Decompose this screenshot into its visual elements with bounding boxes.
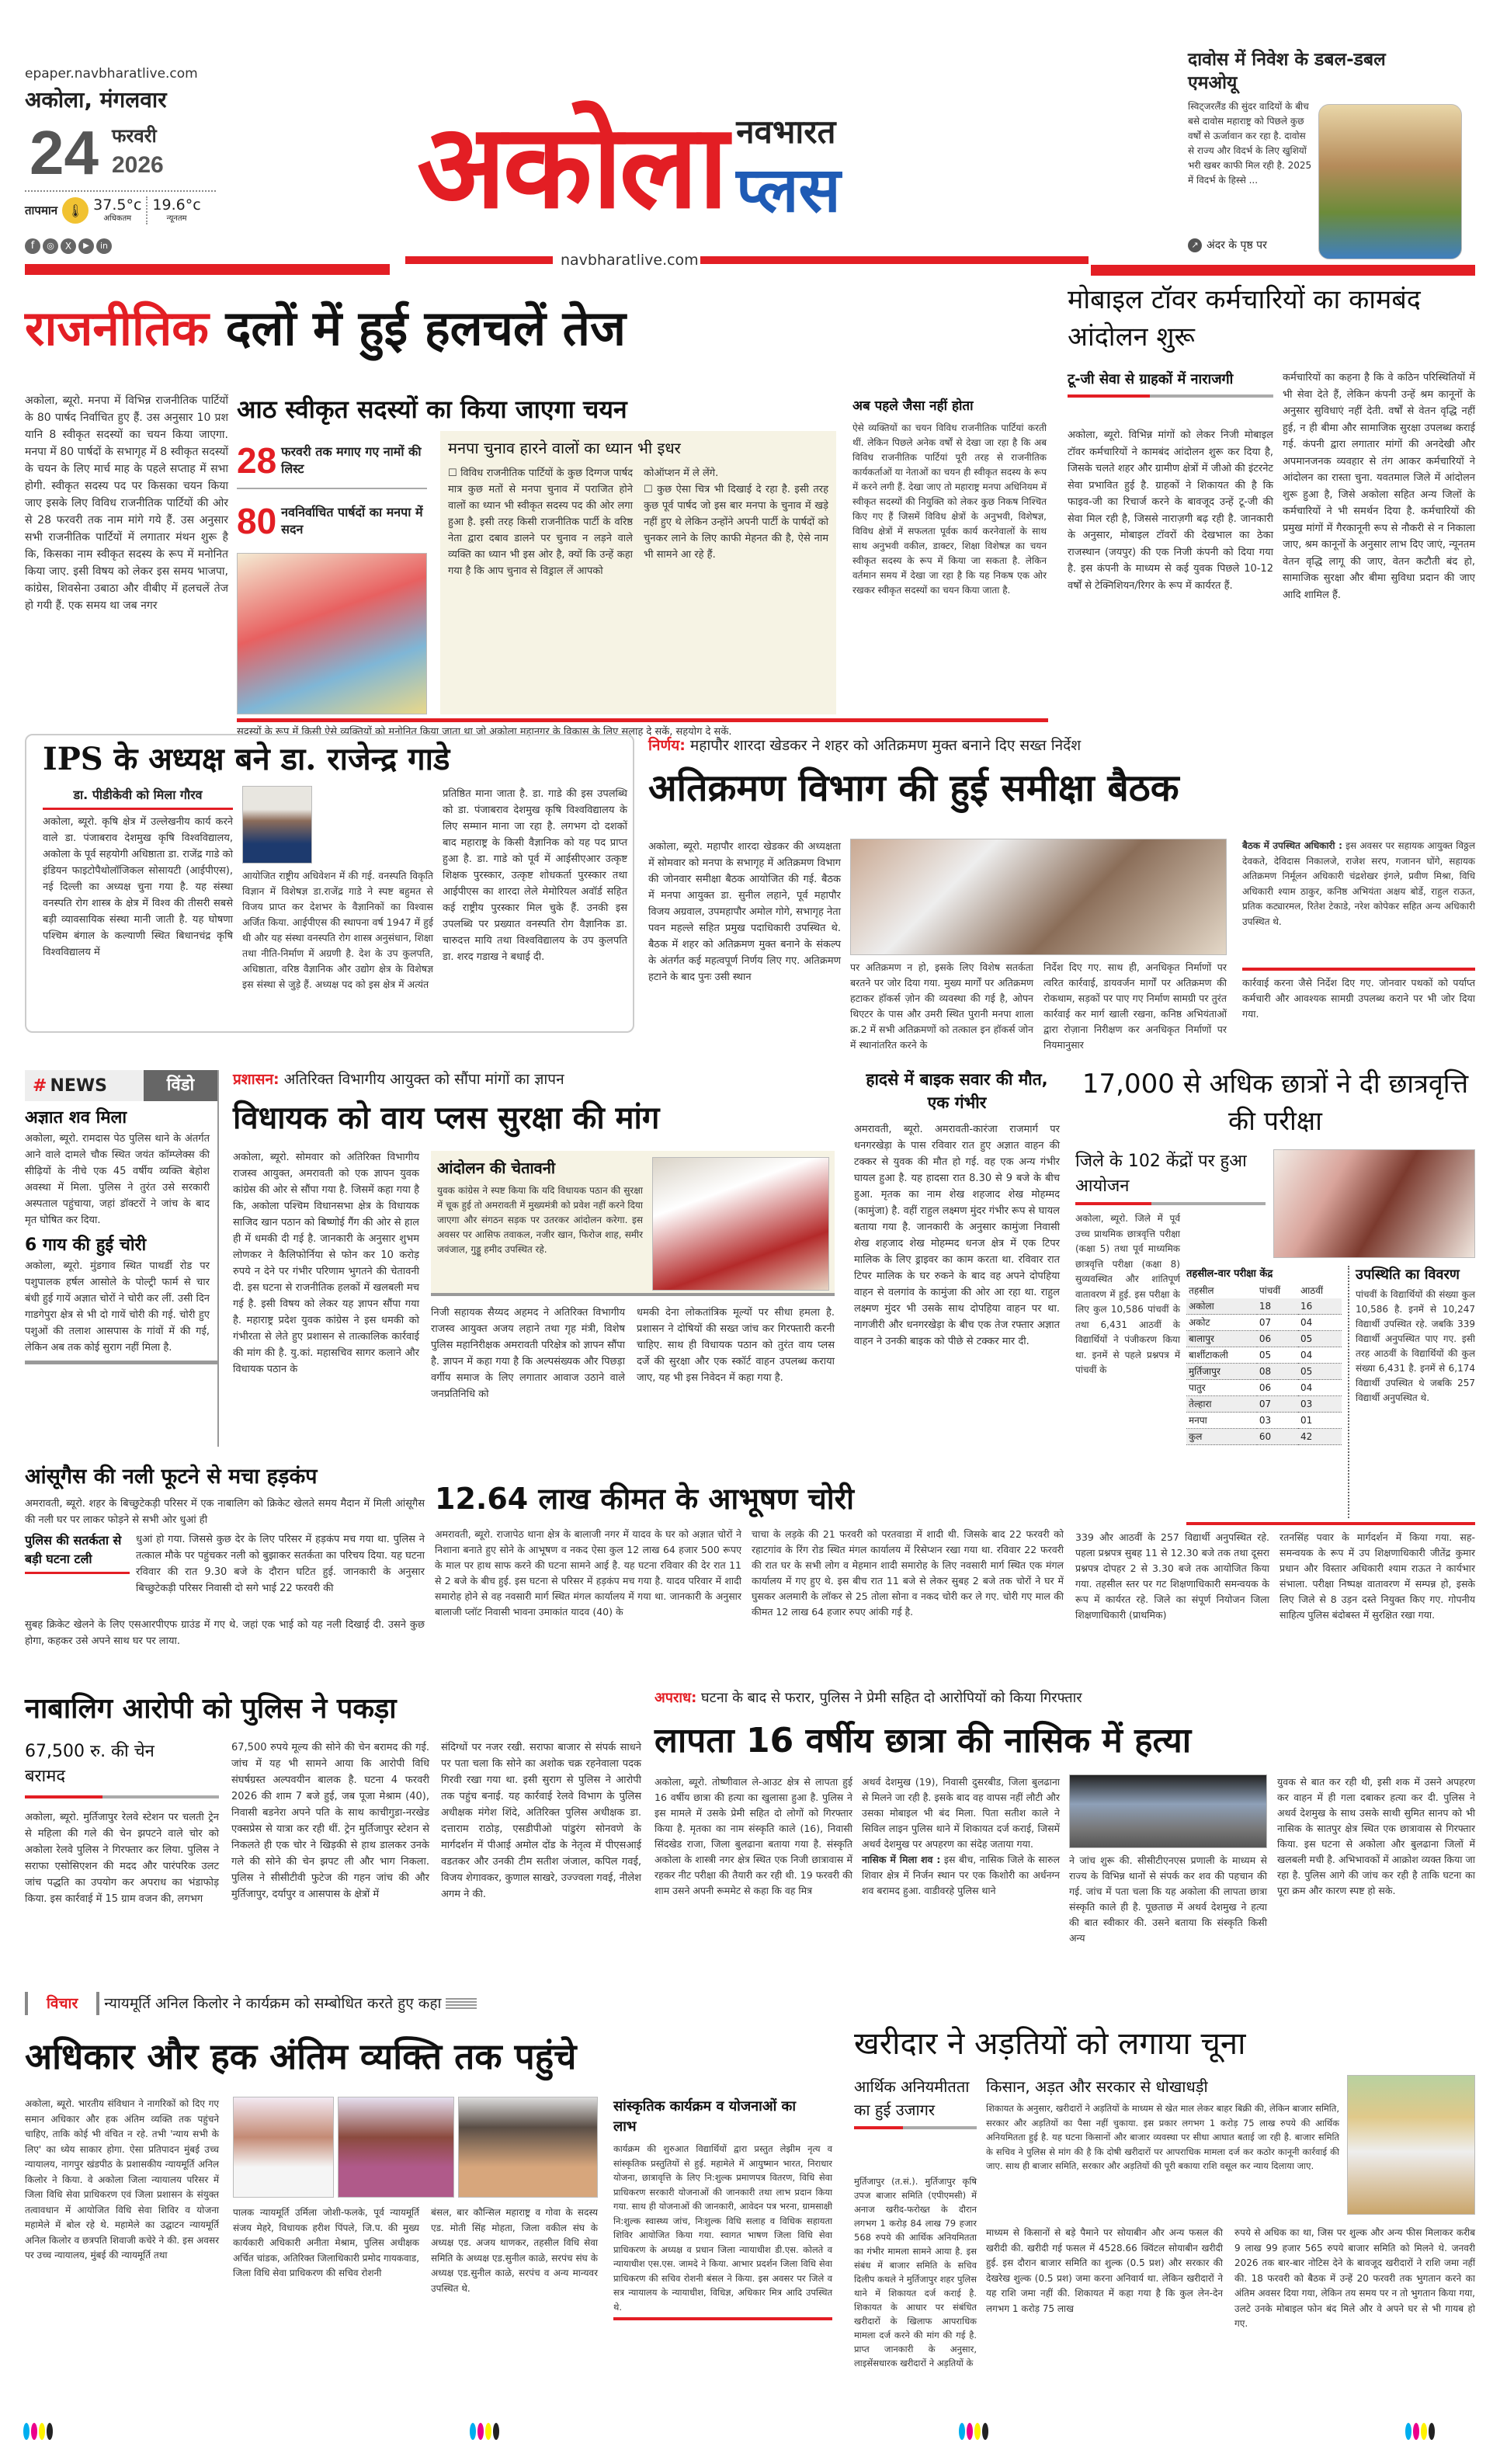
teargas-side: पुलिस की सतर्कता से बड़ी घटना टली	[25, 1531, 130, 1574]
registration-marks-2	[470, 2423, 499, 2440]
epaper-url[interactable]: epaper.navbharatlive.com	[25, 66, 198, 82]
encroach-side-text2: कार्रवाई करना जैसे निर्देश दिए गए. जोनवार पथकों को पर्याप्त कर्मचारी और आवश्यक सामग्री उपलब्ध कराने पर भी जोर दिया गया.	[1242, 977, 1475, 1020]
masthead-left-bar	[25, 264, 390, 275]
mla-kicker: प्रशासन: अतिरिक्त विभागीय आयुक्त को सौंपा मांगों का ज्ञापन	[233, 1071, 564, 1088]
temp-max-label: अधिकतम	[103, 214, 132, 223]
murder-kicker: अपराध: घटना के बाद से फरार, पुलिस ने प्रेमी सहित दो आरोपियों को किया गिरफ्तार	[655, 1690, 1082, 1706]
temperature	[25, 196, 201, 224]
facebook-icon[interactable]: f	[25, 238, 40, 254]
ips-subhead: डा. पीडीकेवी को मिला गौरव	[43, 786, 233, 810]
teaser-image	[1318, 104, 1462, 259]
bullet-icon: ☐	[448, 467, 461, 479]
teaser-box[interactable]	[1188, 48, 1483, 262]
teaser-text: स्विट्जरलैंड की सुंदर वादियों के बीच बसे दावोस महाराष्ट्र को पिछले कुछ वर्षों से ऊर्जावान कर रहा है. दावोस से राज्य और विदर्भ के लिए खुशियों भरी खबर काफी मिल रही है. 2025 में विदर्भ के हिस्से ...	[1188, 101, 1312, 186]
rights-col3: बंसल, बार कौन्सिल महाराष्ट्र व गोवा के सदस्य एड. मोती सिंह मोहता, जिला वकील संघ के अध्यक्ष एड. अजय थाणकर, तहसील विधि सेवा समिति के अध्यक्ष एड.सुनील काळे, सरपंच संघ के अध्यक्ष एड.सुनील काळे, सरपंच व अन्य मान्यवर उपस्थित थे.	[431, 2207, 598, 2294]
decor-lines-icon	[446, 1998, 477, 2009]
table-cell: 42	[1298, 1429, 1342, 1445]
fact-80-text: नवनिर्वाचित पार्षदों का मनपा में सदन	[281, 505, 423, 537]
minor-col2: 67,500 रुपये मूल्य की सोने की चेन बरामद की गई. जांच में यह भी सामने आया कि आरोपी विधि संघर्षग्रस्त अल्पवयीन बालक है. घटना 4 फरवरी 2026 की शाम 7 बजे हुई, जब पूजा मेश्राम (40), निवासी बडनेरा अपने पति के साथ काचीगुडा-नरखेड एक्सप्रेस से यात्रा कर रही थीं. ट्रेन मुर्तिजापुर स्टेशन से निकलते ही एक चोर ने खिड़की से हाथ डालकर उनके गले की सोने की चेन झपट ली और भाग निकला. पुलिस ने सीसीटीवी फुटेज की गहन जांच की और मुर्तिजापुर, दर्यापुर व आसपास के क्षेत्रों में	[231, 1742, 429, 1900]
registration-marks-4	[1405, 2423, 1435, 2440]
logo-main: अकोला	[417, 99, 726, 235]
teargas-lead: अमरावती, ब्यूरो. शहर के बिच्छुटेकड़ी परिसर में एक नाबालिग को क्रिकेट खेलते समय मैदान में मिली आंसूगैस की नली घर पर लाकर फोड़ने से सभी ओर धुआं ही	[25, 1498, 425, 1526]
table-row	[1186, 1315, 1342, 1331]
instagram-icon[interactable]: ◎	[43, 238, 58, 254]
attend-text: पांचवीं के विद्यार्थियों की संख्या कुल 10,586 है. इनमें से 10,247 विद्यार्थी उपस्थित रहे. जबकि 339 विद्यार्थी अनुपस्थित पाए गए. इसी तरह आठवीं के विद्यार्थियों की कुल संख्या 6,431 है. इनमें से 6,174 विद्यार्थी उपस्थित थे जबकि 257 विद्यार्थी अनुपस्थित थे.	[1356, 1289, 1475, 1403]
mla-box-text: युवक कांग्रेस ने स्पष्ट किया कि यदि विधायक पठान की सुरक्षा में चूक हुई तो अमरावती में मुख्यमंत्री को प्रवेश नहीं करने दिया जाएगा और संगठन सड़क पर उतरकर आंदोलन करेगा. इस अवसर पर आसिफ तवाकल, नजीर खान, फिरोज शाह, समीर जवंजाल, गुड्डू हमीद उपस्थित रहे.	[437, 1185, 643, 1255]
teaser-title: दावोस में निवेश के डबल-डबल एमओयू	[1188, 50, 1386, 93]
social-icons	[25, 238, 112, 254]
logo-plus: प्लस	[736, 154, 841, 226]
table-cell: बार्शीटाकली	[1186, 1347, 1257, 1364]
rights-photo-1	[233, 2097, 334, 2198]
col-header: आठवीं	[1300, 1285, 1324, 1296]
trader-col1: मुर्तिजापुर (त.सं.). मुर्तिजापुर कृषि उपज बाजार समिति (एपीएमसी) में अनाज खरीद-फरोख्त के दौरान लगभग 1 करोड़ 84 लाख 79 हजार 568 रुपये की आर्थिक अनियमितता का गंभीर मामला सामने आया है. इस संबंध में बाजार समिति के सचिव दिलीप कथले ने मुर्तिजापुर शहर पुलिस थाने में शिकायत दर्ज कराई है. शिकायत के आधार पर संबंधित खरीदारों के खिलाफ आपराधिक मामला दर्ज करने की मांग की गई है. प्राप्त जानकारी के अनुसार, लाइसेंसधारक खरीदारों ने अड़तियों के	[854, 2176, 977, 2368]
lead-subhead: आठ स्वीकृत सदस्यों का किया जाएगा चयन	[237, 394, 627, 424]
table-cell: पातुर	[1186, 1380, 1257, 1396]
bullet-icon: ☐	[644, 484, 658, 495]
murder-col2: अथर्व देशमुख (19), निवासी दुसरबीड, जिला बुलढाना से मिलने जा रही है. इसके बाद वह वापस नहीं लौटी और उसका मोबाइल भी बंद मिला. पिता सतीश काले ने सिविल लाइन पुलिस थाने में शिकायत दर्ज कराई, जिसमें अथर्व देशमुख पर अपहरण का संदेह जताया गया. नासिक में मिला शव : इस बीच, नासिक जिले के सारुल शिवार क्षेत्र में निर्जन स्थान पर एक किशोरी का अर्धनग्न शव बरामद हुआ. वाडीवरहे पुलिस थाने	[862, 1776, 1060, 1896]
attend-title: उपस्थिति का विवरण	[1356, 1267, 1460, 1283]
table-cell: 05	[1257, 1347, 1298, 1364]
date-month: फरवरी	[112, 125, 157, 147]
news-item2-title: 6 गाय की हुई चोरी	[25, 1235, 147, 1255]
mla-photo	[652, 1157, 829, 1291]
murder-headline: लापता 16 वर्षीय छात्रा की नासिक में हत्या	[655, 1721, 1192, 1760]
tower-subhead: टू-जी सेवा से ग्राहकों में नाराजगी	[1068, 370, 1273, 398]
table-cell: 05	[1298, 1364, 1342, 1380]
table-row	[1186, 1380, 1342, 1396]
teargas-headline: आंसूगैस की नली फूटने से मचा हड़कंप	[25, 1465, 318, 1489]
date-divider	[25, 190, 216, 192]
fact-28-number: 28	[237, 440, 277, 481]
news-item1-text: अकोला, ब्यूरो. रामदास पेठ पुलिस थाने के अंतर्गत आने वाले दामले चौक स्थित जयंत कॉम्प्लेक्स की सीढ़ियों के नीचे एक 45 वर्षीय व्यक्ति बेहोश अवस्था में मिला. पुलिस ने तुरंत उसे सरकारी अस्पताल पहुंचाया, जहां डॉक्टरों ने जांच के बाद मृत घोषित कर दिया.	[25, 1133, 210, 1226]
scholar-subhead: जिले के 102 केंद्रों पर हुआ आयोजन	[1075, 1149, 1266, 1205]
scholar-attend	[1348, 1266, 1475, 1518]
table-row	[1186, 1347, 1342, 1364]
fact-80-number: 80	[237, 501, 277, 541]
temp-min-label: न्यूनतम	[166, 214, 187, 223]
exam-centers-table	[1186, 1283, 1342, 1445]
lead-headline-black: दलों में हुई हलचलें तेज	[225, 300, 627, 356]
masthead-right-bar	[1091, 265, 1475, 276]
teaser-link[interactable]	[1188, 238, 1267, 253]
col-header: तहसील	[1189, 1285, 1214, 1296]
table-cell: 07	[1257, 1396, 1298, 1413]
table-cell: 04	[1298, 1347, 1342, 1364]
arrow-icon: ↗	[1188, 238, 1202, 252]
scholar-photo	[1273, 1149, 1475, 1258]
teargas-body: धुआं हो गया. जिससे कुछ देर के लिए परिसर में हड़कंप मच गया था. पुलिस ने तत्काल मौके पर पहुंचकर नली को बुझाकर सतर्कता का परिचय दिया. यह घटना रविवार की रात 9.30 बजे के दौरान घटित हुई. जानकारी के अनुसार बिच्छुटेकड़ी परिसर निवासी दो सगे भाई 22 फरवरी की	[136, 1534, 425, 1594]
tower-body1: अकोला, ब्यूरो. विभिन्न मांगों को लेकर निजी मोबाइल टॉवर कर्मचारियों ने कामबंद आंदोलन शुरू कर दिया है, जिसके चलते शहर और ग्रामीण क्षेत्रों में जीओ की इंटरनेट सेवा प्रभावित हुई है. ग्राहकों ने शिकायत की है कि फाइव-जी का रिचार्ज करने के बावजूद उन्हें टू-जी की सेवा मिल रही है, जिससे नाराज़गी बढ़ रही है. जानकारी के अनुसार, मोबाइल टॉवरों की देखभाल का ठेका राजस्थान (जयपुर) की एक निजी कंपनी को दिया गया है. इस कंपनी के माध्यम से कई युवक पिछले 10-12 वर्षों से टेक्निशियन/रिगर के रूप में कार्यरत हैं.	[1068, 429, 1273, 592]
table-row	[1186, 1364, 1342, 1380]
registration-marks-1	[23, 2423, 53, 2440]
masthead	[25, 66, 1174, 280]
lead-headline	[25, 295, 1065, 362]
murder-col3: ने जांच शुरू की. सीसीटीएनएस प्रणाली के माध्यम से राज्य के विभिन्न थानों से संपर्क कर शव की पहचान की गई. जांच में पता चला कि यह अकोला की लापता छात्रा संस्कृति काले ही है. पूछताछ में अथर्व देशमुख ने हत्या की बात स्वीकार की. उसने बताया कि संस्कृति किसी अन्य	[1069, 1854, 1267, 1944]
minor-headline: नाबालिग आरोपी को पुलिस ने पकड़ा	[25, 1693, 397, 1725]
encroach-photo	[850, 839, 1227, 955]
trader-subhead: आर्थिक अनियमीतता का हुई उजागर	[854, 2075, 977, 2129]
temp-min: 19.6°c	[152, 196, 201, 214]
temperature-label: तापमान	[25, 203, 58, 217]
logo-navbharat: नवभारत	[736, 113, 836, 151]
news-window	[25, 1070, 219, 1447]
minor-col1: अकोला, ब्यूरो. मुर्तिजापुर रेलवे स्टेशन पर चलती ट्रेन से महिला की गले की चेन झपटने वाले चोर को अकोला रेलवे पुलिस ने गिरफ्तार कर लिया. पुलिस ने सराफा एसोसिएशन की मदद और पारंपरिक उलट जांच पद्धति का उपयोग कर अपराध का भंडाफोड़ किया. इस कार्रवाई में 15 ग्राम वजन की, लगभग	[25, 1812, 219, 1905]
table-cell: तेल्हारा	[1186, 1396, 1257, 1413]
lead-side-text: ऐसे व्यक्तियों का चयन विविध राजनीतिक पार्टियां करती थीं. लेकिन पिछले अनेक वर्षों से देखा जा रहा है कि अब विविध राजनीतिक पार्टियां पूरी तरह से राजनीतिक कार्यकर्ताओं या नेताओं का चयन ही स्वीकृत सदस्य के रूप में करने लगी हैं. देखा जाए तो महाराष्ट्र मनपा अधिनियम में स्वीकृत सदस्यों की नियुक्ति को लेकर कुछ निकष निश्चित किए गए हैं जिसमें विविध क्षेत्रों के अनुभवी, विशेषज्ञ, विविध क्षेत्रों में सफलता पूर्वक कार्य करनेवालों के साथ साथ अनुभवी वकील, डाक्टर, शिक्षा विशेषज्ञ का चयन स्वीकृत सदस्य के रूप में किया जा सकता है. लेकिन वर्तमान समय में देखा जा रहा है कि यह निकष एक ओर रखकर स्वीकृत सदस्यों का चयन किया जाता है.	[852, 422, 1047, 596]
table-row	[1186, 1413, 1342, 1429]
fact-28	[237, 433, 427, 489]
lead-box-p2: कोऑप्शन में ले लेंगे. ☐ कुछ ऐसा चित्र भी दिखाई दे रहा है. इसी तरह कुछ पूर्व पार्षद जो इस बार मनपा के चुनाव में खड़े नहीं हुए थे लेकिन उन्होंने अपनी पार्टी के पार्षदों को चुनकर लाने के लिए काफी मेहनत की है, ऐसे नाम भी सामने आ रहे हैं.	[644, 467, 828, 561]
lead-rule	[237, 718, 1048, 722]
news-label: NEWS	[50, 1076, 107, 1096]
tower-headline: मोबाइल टॉवर कर्मचारियों का कामबंद आंदोलन शुरू	[1068, 284, 1421, 353]
accident-headline: हादसे में बाइक सवार की मौत, एक गंभीर	[866, 1070, 1048, 1112]
encroach-side-rule	[1242, 968, 1475, 971]
lead-bottom: सदस्यों के रूप में किसी ऐसे व्यक्तियों को मनोनित किया जाता था जो अकोला महानगर के विकास के लिए सलाह दे सकें, सहयोग दे सकें.	[237, 726, 732, 738]
table-cell: 05	[1298, 1331, 1342, 1347]
table-cell: 03	[1257, 1413, 1298, 1429]
murder-photo	[1069, 1774, 1267, 1848]
jewel-col2: चाचा के लड़के की 21 फरवरी को परतवाडा में शादी थी. जिसके बाद 22 फरवरी को रहाटगांव के रिंग रोड स्थित मंगल कार्यालय में रिसेप्शन रखा गया था. रविवार 22 फरवरी की रात घर के सभी लोग व मेहमान शादी समारोह के लिए नवसारी मार्ग स्थित एक मंगल कार्यालय में गए हुए थे. इस बीच रात 11 बजे से लेकर सुबह 2 बजे तक चोरों ने घर में घुसकर अलमारी के लॉकर से 25 तोला सोना व नकद चोरी कर ले गए. चोरी गए माल की कीमत 12 लाख 64 हजार रुपए आंकी गई है.	[752, 1528, 1064, 1618]
col-header: पांचवीं	[1259, 1285, 1281, 1296]
mla-col2: निजी सहायक सैय्यद अहमद ने अतिरिक्त विभागीय राजस्व आयुक्त अजय लहाने तथा गृह मंत्री, विशेष पुलिस महानिरीक्षक अमरावती परिक्षेत्र को ज्ञापन सौंपा है. ज्ञापन में कहा गया है कि अल्पसंख्यक और पिछड़ा वर्गीय समाज के लिए लगातार आवाज उठाने वाले जनप्रतिनिधि को	[431, 1307, 625, 1400]
trader-headline: खरीदार ने अड़तियों को लगाया चूना	[854, 2026, 1246, 2062]
encroach-col1: अकोला, ब्यूरो. महापौर शारदा खेडकर की अध्यक्षता में सोमवार को मनपा के सभागृह में अतिक्रमण विभाग की जोनवार समीक्षा बैठक आयोजित की गई. बैठक में मनपा आयुक्त डा. सुनील लहाने, पूर्व महापौर विजय अग्रवाल, उपमहापौर अमोल गोगे, सभागृह नेता पवन महल्ले सहित प्रमुख पदाधिकारी उपस्थित थे. बैठक में शहर को अतिक्रमण मुक्त बनाने के संकल्प के अंतर्गत कई महत्वपूर्ण निर्णय लिए गए. अतिक्रमण हटाने के बाद पुनः उसी स्थान	[648, 841, 841, 983]
table-cell: कुल	[1186, 1429, 1257, 1445]
trader-col3: रुपये से अधिक का था, जिस पर शुल्क और अन्य फीस मिलाकर करीब 9 लाख 99 हजार 565 रुपये बाजार समिति को मिलने थे. जनवरी 2026 तक बार-बार नोटिस देने के बावजूद खरीदारों ने राशि जमा नहीं की. 18 फरवरी को बैठक में उन्हें 20 फरवरी तक भुगतान करने का अंतिम अवसर दिया गया, लेकिन तय समय पर न तो भुगतान किया गया, उलटे उनके मोबाइल फोन बंद मिले और वे अपने घर से भी गायब हो गए.	[1234, 2227, 1475, 2329]
lead-side-title: अब पहले जैसा नहीं होता	[852, 398, 974, 414]
teaser-link-label: अंदर के पृष्ठ पर	[1207, 239, 1267, 252]
logo	[417, 66, 841, 245]
rights-caption: पालक न्यायमूर्ति उर्मिला जोशी-फलके, पूर्व न्यायमूर्ति संजय मेहरे, विधायक हरीश पिंपले, जि.प. की मुख्य कार्यकारी अधिकारी अनीता मेश्राम, पुलिस अधीक्षक अर्चित चांडक, अतिरिक्त जिलाधिकारी प्रमोद गायकवाड, जिला विधि सेवा प्राधिकरण की सचिव रोशनी	[233, 2207, 420, 2278]
masthead-mid-bar-left	[405, 256, 553, 264]
date-year: 2026	[112, 152, 164, 178]
trader-box: किसान, अड़त और सरकार से धोखाधड़ी शिकायत के अनुसार, खरीदारों ने अड़तियों के माध्यम से खेत माल लेकर बाहर बिक्री की, लेकिन बाजार समिति, सरकार और अड़तियों का पैसा नहीं चुकाया. इस प्रकार लगभग 1 करोड़ 75 लाख रुपये की आर्थिक अनियमितता हुई है. यह घटना किसानों और बाजार व्यवस्था पर सीधा आघात बताई जा रही है. बाजार समिति के सचिव ने पुलिस से मांग की है कि दोषी खरीदारों पर आपराधिक मामला दर्ज कर कठोर कानूनी कार्रवाई की जाए. साथ ही बाजार समिति, सरकार और अड़तियों की पूरी बकाया राशि वसूल कर न्याय दिलाया जाए.	[986, 2075, 1475, 2219]
minor-subhead: 67,500 रु. की चेन बरामद	[25, 1739, 219, 1798]
tower-body2: कर्मचारियों का कहना है कि वे कठिन परिस्थितियों में भी सेवा देते हैं, लेकिन कंपनी उन्हें श्रम कानूनों के अनुसार सुविधाएं नहीं देती. वर्षों से वेतन वृद्धि नहीं हुई, न ही बीमा और सामाजिक सुरक्षा उपलब्ध कराई गई. कंपनी द्वारा लगातार मांगों की अनदेखी और अपमानजनक व्यवहार से तंग आकर कर्मचारियों ने आंदोलन का रास्ता चुना. यवतमाल जिले में आंदोलन शुरू हुआ है, जिसे अकोला सहित अन्य जिलों के कर्मचारियों ने भी समर्थन दिया है. कर्मचारियों की प्रमुख मांगों में गैरकानूनी रूप से नौकरी से न निकाला जाए, श्रम कानूनों के अनुसार लाभ दिए जाएं, न्यूनतम वेतन वृद्धि लागू की जाए, वेतन कटौती बंद हो, सामाजिक सुरक्षा और बीमा सुविधा प्रदान की जाए आदि शामिल हैं.	[1283, 372, 1475, 601]
encroach-side: बैठक में उपस्थित अधिकारी : इस अवसर पर सहायक आयुक्त विठ्ठल देवकते, देविदास निकालजे, राजेश सरप, गजानन घोंगे, सहायक अतिक्रमण निर्मूलन अधिकारी चंद्रशेखर इंगले, प्रवीण मिश्रा, विधि अधिकारी श्याम ठाकुर, कनिष्ठ अभियंता अक्षय बोर्डे, राहुल राऊत, प्रतिक कट्यारमल, रितेश टेकाडे, नरेश कोपेकर सहित अन्य अधिकारी उपस्थित थे.	[1242, 840, 1475, 927]
news-item1-title: अज्ञात शव मिला	[25, 1108, 127, 1128]
lead-cartoon	[237, 553, 427, 714]
ips-portrait	[242, 786, 312, 864]
trader-col2: माध्यम से किसानों से बड़े पैमाने पर सोयाबीन और अन्य फसल की खरीदी की. खरीदी गई फसल में 4528.66 क्विंटल सोयाबीन खरीदी हुई. इस दौरान बाजार समिति का शुल्क (0.5 प्रश) और सरकार की देखरेख शुल्क (0.5 प्रश) जमा करना अनिवार्य था. लेकिन खरीदारों ने यह राशि जमा नहीं की. शिकायत में कहा गया है कि कुल लेन-देन लगभग 1 करोड़ 75 लाख	[986, 2227, 1223, 2314]
table-cell: मनपा	[1186, 1413, 1257, 1429]
encroach-kicker: निर्णय: महापौर शारदा खेडकर ने शहर को अतिक्रमण मुक्त बनाने दिए सख्त निर्देश	[648, 737, 1082, 754]
scholar-table-title: तहसील-वार परीक्षा केंद्र	[1186, 1268, 1273, 1280]
hash-icon: #	[33, 1076, 47, 1096]
scholar-body3: रतनसिंह पवार के मार्गदर्शन में किया गया. सह-समन्वयक के रूप में उप शिक्षणाधिकारी जीतेंद्र कुमार प्रधान और विस्तार अधिकारी श्याम राऊत ने कार्यभार संभाला. परीक्षा निष्पक्ष वातावरण में सम्पन्न हो, इसके लिए जिले से 8 उड़न दस्ते नियुक्त किए गए. गोपनीय साहित्य पुलिस बंदोबस्त में सुरक्षित रखा गया.	[1280, 1531, 1475, 1621]
table-cell: अकोला	[1186, 1298, 1257, 1315]
encroach-headline: अतिक्रमण विभाग की हुई समीक्षा बैठक	[648, 766, 1179, 810]
mla-col1: अकोला, ब्यूरो. सोमवार को अतिरिक्त विभागीय राजस्व आयुक्त, अमरावती को एक ज्ञापन युवक कांग्रेस की ओर से सौंपा गया है. जिसमें कहा गया है कि, अकोला पश्चिम विधानसभा क्षेत्र के विधायक साजिद खान पठान को बिष्णोई गैंग की ओर से हाल ही में धमकी दी गई है. जानकारी के अनुसार शुभम लोणकर ने कैलिफोर्निया से फोन कर 10 करोड़ रुपये न देने पर गंभीर परिणाम भुगतने की चेतावनी दी. इस घटना से राजनीतिक हलकों में खलबली मच गई है. इसी विषय को लेकर यह ज्ञापन सौंपा गया है. महाराष्ट्र प्रदेश युवक कांग्रेस ने इस धमकी को गंभीरता से लेते हुए प्रशासन से तात्कालिक कार्रवाई की मांग की है. यु.कां. महासचिव सागर कलाने और विधायक पठान के	[233, 1152, 419, 1375]
jewel-col1: अमरावती, ब्यूरो. राजापेठ थाना क्षेत्र के बालाजी नगर में यादव के घर को अज्ञात चोरों ने निशाना बनाते हुए सोने के आभूषण व नकद ऐसा कुल 12 लाख 64 हजार 500 रूपए के माल पर हाथ साफ करने की घटना सामने आई है. यह घटना रविवार की देर रात 11 से 2 बजे के बीच हुई. इस घटना से परिसर में हड़कंप मच गया है. यादव परिवार में शादी समारोह होने से वह नवसारी मार्ग स्थित मंगल कार्यालय में गया था. जानकारी के अनुसार बालाजी प्लॉट निवासी भावना उमाकांत यादव (40) के	[435, 1528, 741, 1618]
date-day: 24	[30, 118, 99, 187]
rights-photo-3	[458, 2097, 598, 2198]
table-cell: 04	[1298, 1315, 1342, 1331]
table-cell: मुर्तिजापुर	[1186, 1364, 1257, 1380]
ips-headline: IPS के अध्यक्ष बने डा. राजेन्द्र गाडे	[43, 741, 450, 777]
table-cell: 06	[1257, 1380, 1298, 1396]
scholar-body2: 339 और आठवीं के 257 विद्यार्थी अनुपस्थित रहे. पहला प्रश्नपत्र सुबह 11 से 12.30 बजे तक तथा दूसरा प्रश्नपत्र दोपहर 2 से 3.30 बजे तक आयोजित किया गया. तहसील स्तर पर गट शिक्षणाधिकारी समन्वयक के रूप में कार्यरत रहे. जिले का संपूर्ण नियोजन जिला शिक्षणाधिकारी (प्राथमिक)	[1075, 1531, 1269, 1621]
jewel-headline: 12.64 लाख कीमत के आभूषण चोरी	[435, 1482, 854, 1516]
lead-body: अकोला, ब्यूरो. मनपा में विभिन्न राजनीतिक पार्टियों के 80 पार्षद निर्वाचित हुए हैं. उस अनुसार 10 प्रश यानि 8 स्वीकृत सदस्यों का चयन किया जाएगा. मनपा में 80 पार्षदों के सभागृह में 8 स्वीकृत सदस्यों के चयन के लिए मार्च माह के पहले सप्ताह में सभा होगी. स्वीकृत सदस्य पद पर किसका चयन किया जाए इसके लिए विविध राजनीतिक पार्टियों की ओर से 28 फरवरी तक नाम मांगे गये हैं. उस अनुसार सभी राजनीतिक पार्टियों में लगातार मंथन शुरू है कि, किसका नाम स्वीकृत सदस्य के रूप में मनोनित किया जाए. इसी विषय को लेकर इस समय भाजपा, कांग्रेस, शिवसेना उबाठा और वीबीए में हलचलें तेज हो गयी हैं. एक समय था जब नगर	[25, 394, 228, 612]
temp-max: 37.5°c	[93, 196, 142, 214]
table-cell: अकोट	[1186, 1315, 1257, 1331]
rights-photo-2	[338, 2097, 454, 2198]
table-cell: बालापुर	[1186, 1331, 1257, 1347]
table-cell: 07	[1257, 1315, 1298, 1331]
trader-photo	[1347, 2075, 1475, 2215]
rights-kicker: विचार न्यायमूर्ति अनिल किलोर ने कार्यक्रम को सम्बोधित करते हुए कहा	[25, 1990, 832, 2017]
fact-80	[237, 494, 427, 548]
linkedin-icon[interactable]: in	[96, 238, 112, 254]
scholar-body: अकोला, ब्यूरो. जिले में पूर्व उच्च प्राथमिक छात्रवृत्ति परीक्षा (कक्षा 5) तथा पूर्व माध्यमिक छात्रवृत्ति परीक्षा (कक्षा 8) सुव्यवस्थित और शांतिपूर्ण वातावरण में हुई. इस परीक्षा के लिए कुल 10,586 पांचवीं के तथा 6,431 आठवीं के विद्यार्थियों ने पंजीकरण किया था. इनमें से पहले प्रश्नपत्र में पांचवीं के	[1075, 1213, 1180, 1375]
table-row	[1186, 1429, 1342, 1445]
table-row	[1186, 1396, 1342, 1413]
rights-side: सांस्कृतिक कार्यक्रम व योजनाओं का लाभ कार्यक्रम की शुरुआत विद्यार्थियों द्वारा प्रस्तुत लेझीम नृत्य व सांस्कृतिक प्रस्तुतियों से हुई. महामेले में आयुष्मान भारत, निराधार योजना, छात्रावृत्ति के लिए नि:शुल्क प्रमाणपत्र वितरण, विधि सेवा प्राधिकरण सरकारी योजनाओं की जानकारी तथा लाभ प्रदान किया गया. साथ ही योजनाओं की जानकारी, आवेदन पत्र भरना, ग्रामसाक्षी नि:शुल्क स्वास्थ्य जांच, निःशुल्क विधि सलाह व विधिक सहायता शिविर आयोजित किया गया. स्वागत भाषण जिला विधि सेवा प्राधिकरण के अध्यक्ष व प्रधान जिला न्यायाधीश डी.एस. कोलते व न्यायाधीश एस.एस. जामदे ने किया. आभार प्रदर्शन जिला विधि सेवा प्राधिकरण की सचिव रोशनी बंसल ने किया. इस अवसर पर जिले व सत्र न्यायालय के न्यायाधीश, विधिज्ञ, अधिकार मित्र आदि उपस्थित थे.	[613, 2097, 832, 2376]
x-icon[interactable]: X	[61, 238, 76, 254]
lead-box-title: मनपा चुनाव हारने वालों का ध्यान भी इधर	[448, 439, 681, 457]
news-window-tag	[25, 1070, 217, 1101]
accident-body: अमरावती, ब्यूरो. अमरावती-कारंजा राजमार्ग पर धनगरखेड़ा के पास रविवार रात हुए अज्ञात वाहन की टक्कर से युवक की मौत हो गई. वह एक अन्य गंभीर घायल हुआ है. यह हादसा रात 8.30 से 9 बजे के बीच हुआ. मृतक का नाम शेख शहजाद शेख मोहम्मद (कामुंजा) है. वहीं राहुल लक्ष्मण मुंदर गंभीर रूप से घायल बताया गया है. जानकारी के अनुसार कामुंजा निवासी शेख शहजाद शेख मोहम्मद धनज क्षेत्र में एक टिपर मालिक के लिए ड्राइवर का काम करता था. रविवार रात टिपर मालिक के घर रुकने के बाद वह अपने दोपहिया वाहन से वलगांव के कामुंजा की ओर आ रहा था. राहुल लक्ष्मण मुंदर भी उसके साथ दोपहिया वाहन पर था. नागजीरी और धनगरखेड़ा के बीच एक तेज रफ्तार अज्ञात वाहन ने उनकी बाइक को पीछे से टक्कर मार दी.	[854, 1124, 1060, 1347]
table-row	[1186, 1331, 1342, 1347]
mla-headline: विधायक को वाय प्लस सुरक्षा की मांग	[233, 1100, 660, 1136]
murder-col4: युवक से बात कर रही थी, इसी शक में उसने अपहरण कर वाहन में ही गला दबाकर हत्या कर दी. पुलिस ने अथर्व देशमुख के साथ उसके साथी सुमित सानप को भी नासिक के सातपुर क्षेत्र स्थित एक छात्रावास से गिरफ्तार किया. इस घटना से अकोला और बुलढाना जिलों में खलबली मची है. अभिभावकों में आक्रोश व्यक्त किया जा रहा है. पुलिस आगे की जांच कर रही है ताकि घटना का पूरा क्रम और कारण स्पष्ट हो सके.	[1277, 1776, 1475, 1896]
table-row	[1186, 1298, 1342, 1315]
teargas-tail: सुबह क्रिकेट खेलने के लिए एसआरपीएफ ग्राउंड में गए थे. जहां एक भाई को यह नली दिखाई दी. उसने कुछ होगा, कहकर उसे अपने साथ घर पर लाया.	[25, 1619, 425, 1647]
lead-box-p1: ☐ विविध राजनीतिक पार्टियों के कुछ दिग्गज पार्षद मात्र कुछ मतों से मनपा चुनाव में पराजित होने वालों का ध्यान भी स्वीकृत सदस्य पद की ओर लगा हुआ है. इसी तरह किसी राजनीतिक पार्टी के वरिष्ठ नेता द्वारा दबाव डालने पर चुनाव न लड़ने वाले व्यक्ति का ध्यान भी इस ओर है, क्यों कि उन्हें कहा गया है कि आप चुनाव से विड्राल लें आपको	[448, 467, 633, 577]
table-cell: 18	[1257, 1298, 1298, 1315]
rights-headline: अधिकार और हक अंतिम व्यक्ति तक पहुंचे	[25, 2035, 577, 2077]
youtube-icon[interactable]: ▶	[78, 238, 94, 254]
mla-col3: धमकी देना लोकतांत्रिक मूल्यों पर सीधा हमला है. प्रशासन ने दोषियों की सख्त जांच कर गिरफ्तारी करनी चाहिए. साथ ही विधायक पठान को तुरंत वाय प्लस दर्जे की सुरक्षा और एक स्कॉर्ट वाहन उपलब्ध कराया जाए, यह भी इस निवेदन में कहा गया है.	[637, 1307, 835, 1384]
lead-headline-red: राजनीतिक	[25, 300, 209, 356]
news-item2-text: अकोला, ब्यूरो. मुंडगाव स्थित पाथर्डी रोड पर पशुपालक हर्षल आसोले के पोल्ट्री फार्म से चार बंधी हुई गायें अज्ञात चोरों ने चोरी कर लीं. उसी दिन गाडगेपुरा क्षेत्र से भी दो गायें चोरी की गई. चोरी हुए पशुओं की तलाश आसपास के गांवों में की गई, लेकिन अब तक कोई सुराग नहीं मिला है.	[25, 1260, 210, 1354]
thermometer-icon: 🌡	[62, 197, 89, 224]
rights-col1: अकोला, ब्यूरो. भारतीय संविधान ने नागरिकों को दिए गए समान अधिकार और हक अंतिम व्यक्ति तक पहुंचने चाहिए, ताकि कोई भी वंचित न रहे. तभी 'न्याय सभी के लिए' का ध्येय साकार होगा. ऐसा प्रतिपादन मुंबई उच्च न्यायालय, नागपुर खंडपीठ के प्रशासकीय न्यायमूर्ति अनिल किलोर ने किया. वे अकोला जिला न्यायालय परिसर में जिला विधि सेवा प्राधिकरण एवं जिला प्रशासन के संयुक्त तत्वावधान में आयोजित विधि सेवा शिविर व योजना महामेले में बोल रहे थे. महामेले का उद्घाटन न्यायमूर्ति अनिल किलोर व छत्रपति शिवाजी कचेरे ने की. इस अवसर पर उच्च न्यायालय, मुंबई की न्यायमूर्ति तथा	[25, 2098, 219, 2261]
encroach-col3: निर्देश दिए गए. साथ ही, अनधिकृत निर्माणों पर त्वरित कार्रवाई, डायवर्जन मार्गों पर अतिक्रमण की रोकथाम, सड़कों पर पाए गए निर्माण सामग्री पर तुरंत कार्रवाई कर मार्ग खाली रखना, कनिष्ठ अभियंताओं द्वारा रोज़ाना निरीक्षण कर अनधिकृत निर्माणों पर नियमानुसार	[1043, 961, 1227, 1051]
table-cell: 08	[1257, 1364, 1298, 1380]
scholar-table	[1186, 1266, 1342, 1445]
mla-box	[431, 1151, 835, 1296]
city-day: अकोला, मंगलवार	[25, 87, 167, 113]
mla-box-title: आंदोलन की चेतावनी	[437, 1159, 556, 1177]
lead-box	[440, 431, 836, 714]
encroach-col2: पर अतिक्रमण न हो, इसके लिए विशेष सतर्कता बरतने पर जोर दिया गया. मुख्य मार्गों पर अतिक्रमण हटाकर हॉकर्स ज़ोन की व्यवस्था की गई है, ओपन थिएटर के पास और उमरी स्थित पुरानी मनपा शाला क्र.2 में सभी अतिक्रमणों को तत्काल इन हॉकर्स जोन में स्थानांतरित करने के	[850, 961, 1033, 1051]
site-url[interactable]: navbharatlive.com	[561, 252, 699, 269]
table-cell: 03	[1298, 1396, 1342, 1413]
ips-col3: प्रतिष्ठित माना जाता है. डा. गाडे की इस उपलब्धि को डा. पंजाबराव देशमुख कृषि विश्वविद्यालय के लिए सम्मान माना जा रहा है. लगभग दो दशकों बाद महाराष्ट्र के किसी वैज्ञानिक को यह पद प्राप्त हुआ है. डा. गाडे को पूर्व में आईसीएआर उत्कृष्ट शिक्षक पुरस्कार, उत्कृष्ट शोधकर्ता पुरस्कार तथा आईपीएस का शारदा लेले मेमोरियल अवॉर्ड सहित कई राष्ट्रीय पुरस्कार मिल चुके हैं. उनकी इस उपलब्धि पर प्रख्यात वनस्पति रोग वैज्ञानिक डा. चारुदत्त मायि तथा विश्वविद्यालय के उप कुलपति डा. शरद गडाख ने बधाई दी.	[443, 788, 627, 963]
fact-28-text: फरवरी तक मगाए गए नामों की लिस्ट	[281, 444, 422, 476]
masthead-mid-bar-right	[700, 256, 1089, 264]
window-label: विंडो	[144, 1070, 217, 1101]
lead-side	[852, 396, 1047, 714]
registration-marks-3	[959, 2423, 988, 2440]
ips-col1: अकोला, ब्यूरो. कृषि क्षेत्र में उल्लेखनीय कार्य करने वाले डा. पंजाबराव देशमुख कृषि विश्वविद्यालय, अकोला के पूर्व सहयोगी अधिष्ठाता डा. राजेंद्र गाडे को इंडियन फाइटोपैथोलॉजिकल सोसायटी (आईपीएस), नई दिल्ली का अध्यक्ष चुना गया है. यह संस्था वनस्पति रोग शास्त्र के क्षेत्र में विश्व की तीसरी सबसे बड़ी व्यावसायिक संस्था मानी जाती है. यह घोषणा पश्चिम बंगाल के कल्याणी स्थित बिधानचंद्र कृषि विश्वविद्यालय में	[43, 816, 233, 958]
table-cell: 06	[1257, 1331, 1298, 1347]
murder-col1: अकोला, ब्यूरो. तोष्णीवाल ले-आउट क्षेत्र से लापता हुई 16 वर्षीय छात्रा की हत्या का खुलासा हुआ है. पुलिस ने इस मामले में उसके प्रेमी सहित दो लोगों को गिरफ्तार किया है. मृतका का नाम संस्कृति काले (16), निवासी सिंदखेड राजा, जिला बुलढाना बताया गया है. संस्कृति अकोला के शास्त्री नगर क्षेत्र स्थित एक निजी छात्रावास में रहकर नीट परीक्षा की तैयारी कर रही थी. 19 फरवरी की शाम उसने अपनी रूममेट से कहा कि वह मित्र	[655, 1776, 852, 1896]
table-cell: 16	[1298, 1298, 1342, 1315]
scholar-headline: 17,000 से अधिक छात्रों ने दी छात्रवृत्ति की परीक्षा	[1082, 1069, 1469, 1137]
table-cell: 04	[1298, 1380, 1342, 1396]
minor-col3: संदिग्धों पर नजर रखी. सराफा बाजार से संपर्क साधने पर पता चला कि सोने का अशोक चक्र रहनेवाला पदक गिरवी रखा गया था. इसी सुराग से पुलिस ने आरोपी तक पहुंच बनाई. यह कार्रवाई रेलवे विभाग के पुलिस अधीक्षक मंगेश शिंदे, अतिरिक्त पुलिस अधीक्षक डा. दत्ताराम राठोड़, एसडीपीओ पांडुरंग सोनवणे के मार्गदर्शन में पीआई अमोल दोंड के नेतृत्व में पीएसआई वडतकर और उनकी टीम सतीश जंजाल, कपिल गवई, विजय शेगावकर, कुणाल साखरे, उज्ज्वला गवई, नीलेश अगम ने की.	[441, 1742, 641, 1900]
ips-col2: आयोजित राष्ट्रीय अधिवेशन में की गई. वनस्पति विकृति विज्ञान में विशेषज्ञ डा.राजेंद्र गाडे ने स्पष्ट बहुमत से विजय प्राप्त कर देशभर के वैज्ञानिकों का विश्वास अर्जित किया. आईपीएस की स्थापना वर्ष 1947 में हुई थी और यह संस्था वनस्पति रोग शास्त्र अनुसंधान, शिक्षा तथा नीति-निर्माण में अग्रणी है. देश के उप कुलपति, अधिष्ठाता, वरिष्ठ वैज्ञानिक और उद्योग क्षेत्र के विशेषज्ञ इस संस्था से जुड़े हैं. अध्यक्ष पद को इस क्षेत्र में अत्यंत	[242, 870, 433, 990]
table-cell: 01	[1298, 1413, 1342, 1429]
scholar-rule	[1186, 1522, 1475, 1525]
table-cell: 60	[1257, 1429, 1298, 1445]
